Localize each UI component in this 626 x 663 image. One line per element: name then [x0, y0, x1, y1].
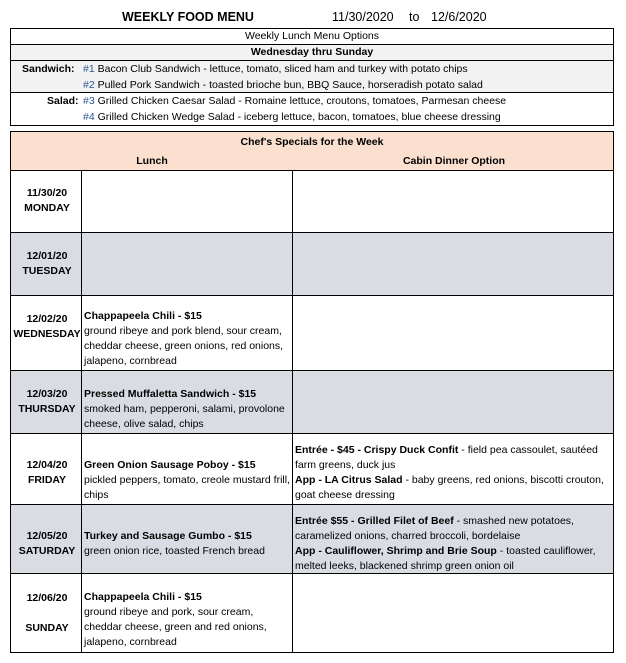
lunch-options-title-row [10, 28, 614, 45]
salad-option: #3 Grilled Chicken Caesar Salad - Romaine lettuce, croutons, tomatoes, Parmesan cheese [83, 95, 507, 107]
dinner-cell [292, 573, 614, 653]
lunch-options-subtitle: Wednesday thru Sunday [250, 46, 374, 58]
lunch-options-title: Weekly Lunch Menu Options [244, 30, 380, 42]
date-separator: to [409, 10, 420, 24]
lunch-desc: ground ribeye and pork, sour cream, cheddar cheese, green and red onions, jalapeno, cornbread [84, 606, 267, 648]
day-date: 12/04/20 [26, 459, 68, 471]
lunch-desc: smoked ham, pepperoni, salami, provolone cheese, olive salad, chips [84, 403, 285, 430]
specials-title: Chef's Specials for the Week [240, 136, 384, 148]
day-date: 12/01/20 [26, 250, 68, 262]
lunch-cell [81, 370, 293, 434]
dinner-cell [292, 170, 614, 233]
dinner-item: App - LA Citrus Salad - baby greens, red onions, biscotti crouton, goat cheese dressing [295, 474, 604, 501]
lunch-title: Green Onion Sausage Poboy - $15 [84, 459, 256, 471]
date-cell [10, 295, 82, 371]
date-cell [10, 504, 82, 574]
day-name: THURSDAY [18, 403, 76, 415]
start-date: 11/30/2020 [332, 10, 394, 24]
sandwich-section [10, 60, 614, 93]
lunch-desc: pickled peppers, tomato, creole mustard frill, chips [84, 474, 291, 501]
sandwich-option: #1 Bacon Club Sandwich - lettuce, tomato, sliced ham and turkey with potato chips [83, 63, 468, 75]
day-date: 12/02/20 [26, 313, 68, 325]
sandwich-option: #2 Pulled Pork Sandwich - toasted brioche bun, BBQ Sauce, horseradish potato salad [83, 79, 483, 91]
sandwich-label: Sandwich: [22, 63, 75, 75]
day-name: SATURDAY [18, 545, 76, 557]
specials-header [10, 131, 614, 171]
day-name: MONDAY [24, 202, 70, 214]
lunch-title: Chappapeela Chili - $15 [84, 591, 202, 603]
date-cell [10, 433, 82, 505]
lunch-column-header: Lunch [136, 155, 168, 167]
day-name: TUESDAY [22, 265, 72, 277]
day-name: FRIDAY [27, 474, 67, 486]
dinner-cell [292, 232, 614, 296]
dinner-cell [292, 433, 614, 505]
date-cell [10, 573, 82, 653]
lunch-cell [81, 295, 293, 371]
day-name: WEDNESDAY [13, 328, 81, 340]
menu-title: WEEKLY FOOD MENU [122, 10, 254, 24]
dinner-column-header: Cabin Dinner Option [402, 155, 506, 167]
lunch-desc: ground ribeye and pork blend, sour cream, cheddar cheese, green onions, red onions, jalapeno, cornbread [84, 325, 284, 367]
lunch-options-subtitle-row [10, 44, 614, 61]
lunch-desc: green onion rice, toasted French bread [84, 545, 265, 557]
salad-label: Salad: [47, 95, 79, 107]
dinner-item: Entrée $55 - Grilled Filet of Beef - smashed new potatoes, caramelized onions, charred broccoli, bordelaise [295, 515, 574, 542]
day-date: 12/06/20 [26, 592, 68, 604]
day-date: 11/30/20 [26, 187, 68, 199]
lunch-title: Chappapeela Chili - $15 [84, 310, 202, 322]
lunch-cell [81, 232, 293, 296]
menu-header [0, 10, 626, 26]
dinner-cell [292, 370, 614, 434]
date-cell [10, 370, 82, 434]
lunch-cell [81, 573, 293, 653]
lunch-title: Turkey and Sausage Gumbo - $15 [84, 530, 252, 542]
dinner-cell [292, 295, 614, 371]
dinner-item: App - Cauliflower, Shrimp and Brie Soup - toasted cauliflower, melted leeks, blackened shrimp green onion oil [295, 545, 596, 572]
end-date: 12/6/2020 [431, 10, 487, 24]
lunch-cell [81, 170, 293, 233]
lunch-title: Pressed Muffaletta Sandwich - $15 [84, 388, 257, 400]
salad-section [10, 92, 614, 126]
day-name: SUNDAY [25, 622, 69, 634]
lunch-cell [81, 504, 293, 574]
date-cell [10, 170, 82, 233]
lunch-cell [81, 433, 293, 505]
salad-option: #4 Grilled Chicken Wedge Salad - iceberg lettuce, bacon, tomatoes, blue cheese dressing [83, 111, 501, 123]
dinner-item: Entrée - $45 - Crispy Duck Confit - field pea cassoulet, sautéed farm greens, duck jus [295, 444, 598, 471]
day-date: 12/05/20 [26, 530, 68, 542]
date-cell [10, 232, 82, 296]
dinner-cell [292, 504, 614, 574]
day-date: 12/03/20 [26, 388, 68, 400]
